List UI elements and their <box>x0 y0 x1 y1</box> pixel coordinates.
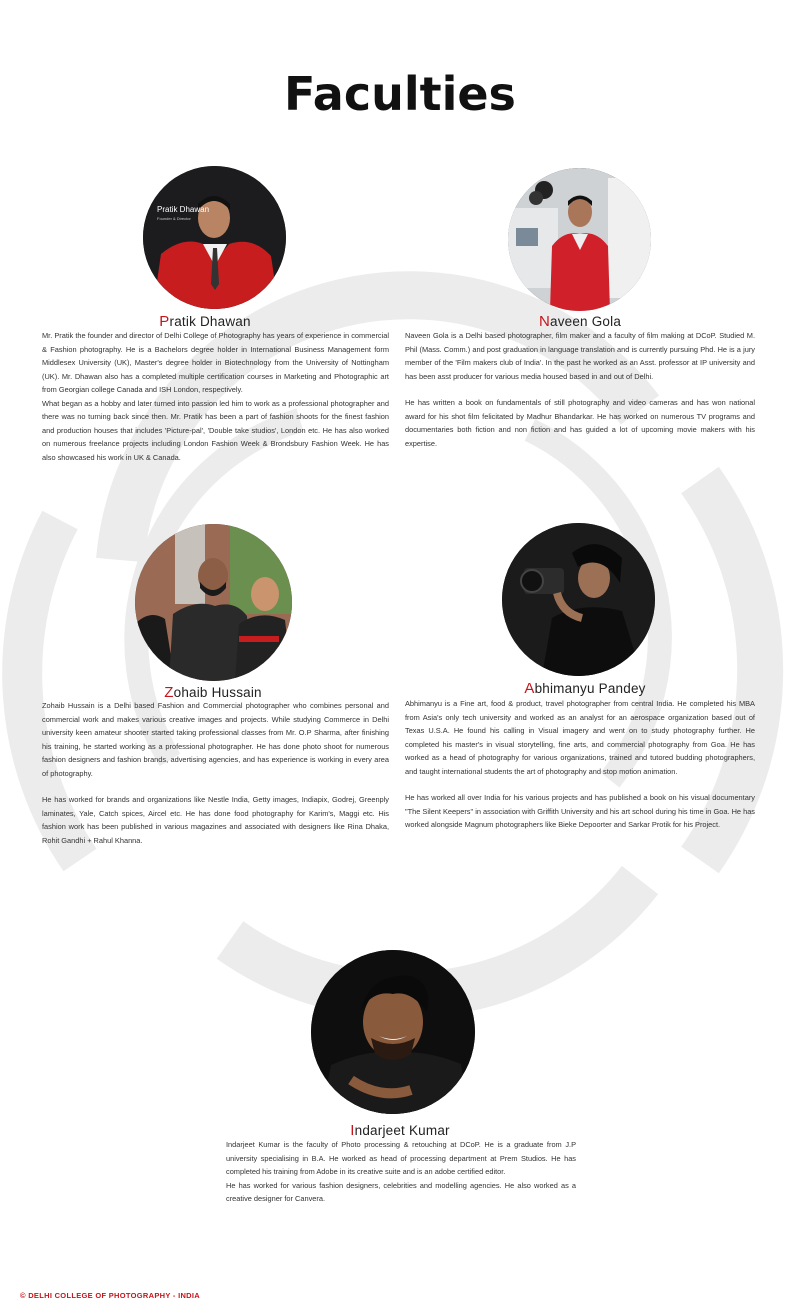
name-initial: N <box>538 313 550 330</box>
bio-paragraph: What began as a hobby and later turned into passion led him to work as a professional photographer and there was no turning back since then. Mr. Pratik has been a part of fashion shoots for the finest fashion and production houses that includes 'Picture-pal', 'Double take studios', London etc. He has also worked on numerous freelance projects including London Fashion Week & Brondsbury Fashion Week. He has also showcased his work in UK & Canada. <box>42 398 389 462</box>
faculty-photo-pratik-dhawan <box>143 166 286 309</box>
bio-paragraph: He has worked all over India for his various projects and has published a book on his visual documentary "The Silent Keepers" in association with Griffith University and his art school during his time in Goa. He has worked alongside Magnum photographers like Bieke Depoorter and Sarkar Protik for his Project. <box>405 793 755 829</box>
name-initial: A <box>524 680 535 697</box>
page-title: Faculties <box>284 66 516 121</box>
faculty-photo-naveen-gola <box>508 168 651 311</box>
bio-paragraph: Indarjeet Kumar is the faculty of Photo processing & retouching at DCoP. He is a graduate from J.P university specialising in B.A. He worked as head of processing department at Prem Studios. He has completed his training from Adobe in its creative suite and is an adobe certified editor. <box>226 1140 576 1176</box>
name-initial: Z <box>164 684 174 701</box>
bio-paragraph: Naveen Gola is a Delhi based photographer, film maker and a faculty of film making at DCoP. Studied M. Phil (Mass. Comm.) and post graduation in language translation and is currently pursuing Phd. He is a jury member of the 'Film makers club of India'. In the past he worked as an Asst. professor at IP university and has been asst producer for various media housed based in and out of Delhi. <box>405 331 755 381</box>
bio-paragraph: Zohaib Hussain is a Delhi based Fashion and Commercial photographer who combines personal and commercial work and makes various creative images and projects. While studying Commerce in Delhi university keen amateur shooter started taking professional classes from Mr. O.P Sharma, after finishing his training, he started working as a professional photographer. He has done photo shoot for numerous fashion designers and fashion brands, advertising agencies, and has experience is working in every area of photography. <box>42 701 389 778</box>
faculty-name-indarjeet-kumar <box>300 1122 500 1139</box>
bio-paragraph: Abhimanyu is a Fine art, food & product, travel photographer from central India. He completed his MBA from Asia's only tech university and worked as an analyst for an aerospace organization based out of Texas U.S.A. He found his calling in Visual imagery and went on to study photography further. He completed his master's in visual storytelling, fine arts, and commercial photography from Goa. He has worked as a head of photography for various organizations, trained and tutored budding photographers, and taught international students the art of photography and stop motion animation. <box>405 699 755 776</box>
faculty-bio-zohaib-hussain <box>42 699 389 847</box>
faculty-bio-pratik-dhawan <box>42 329 389 464</box>
faculty-name-naveen-gola <box>480 313 680 330</box>
faculty-bio-abhimanyu-pandey <box>405 697 755 832</box>
faculty-name-abhimanyu-pandey <box>485 680 685 697</box>
name-rest: ohaib Hussain <box>173 685 262 700</box>
name-rest: ratik Dhawan <box>169 314 251 329</box>
faculty-bio-naveen-gola <box>405 329 755 450</box>
name-rest: aveen Gola <box>549 314 622 329</box>
bio-paragraph: Mr. Pratik the founder and director of Delhi College of Photography has years of experience in commercial & Fashion photography. He is a Bachelors degree holder in International Business Management form Middlesex University (UK), Master's degree holder in Biotechnology from the University of Nottingham (UK). Mr. Dhawan also has a completed multiple certification courses in Marketing and Photographic art from Georgian college Canada and ISH London, respectively. <box>42 331 389 394</box>
name-initial: P <box>159 313 170 330</box>
faculty-photo-zohaib-hussain <box>135 524 292 681</box>
bio-paragraph: He has worked for brands and organizations like Nestle India, Getty images, Indiapix, Godrej, Greenply laminates, Yale, Catch spices, Aircel etc. He has done food photography for Karim's, Maggi etc. His fashion work has been published in various magazines and associated with designers like Rina Dhaka, Rohit Gandhi + Rahul Khanna. <box>42 795 389 845</box>
bio-paragraph: He has worked for various fashion designers, celebrities and modelling agencies. He also worked as a creative designer for Canvera. <box>226 1180 576 1203</box>
faculty-bio-indarjeet-kumar <box>226 1138 576 1206</box>
photo-caption: Pratik Dhawan <box>157 205 210 214</box>
name-rest: ndarjeet Kumar <box>354 1123 450 1138</box>
bio-paragraph: He has written a book on fundamentals of still photography and video cameras and has won national award for his shot film felicitated by Madhur Bhandarkar. He has worked on numerous TV programs and documentaries both fiction and non fiction and has guided a lot of upcoming movie makers with his expertise. <box>405 398 755 448</box>
photo-subcaption: Founder & Director <box>157 216 191 221</box>
footer-copyright: © DELHI COLLEGE OF PHOTOGRAPHY - INDIA <box>20 1291 200 1300</box>
name-rest: bhimanyu Pandey <box>534 681 646 696</box>
faculty-photo-indarjeet-kumar <box>311 950 475 1114</box>
faculty-photo-abhimanyu-pandey <box>502 523 655 676</box>
name-initial: I <box>350 1122 355 1139</box>
faculty-name-pratik-dhawan <box>105 313 305 330</box>
